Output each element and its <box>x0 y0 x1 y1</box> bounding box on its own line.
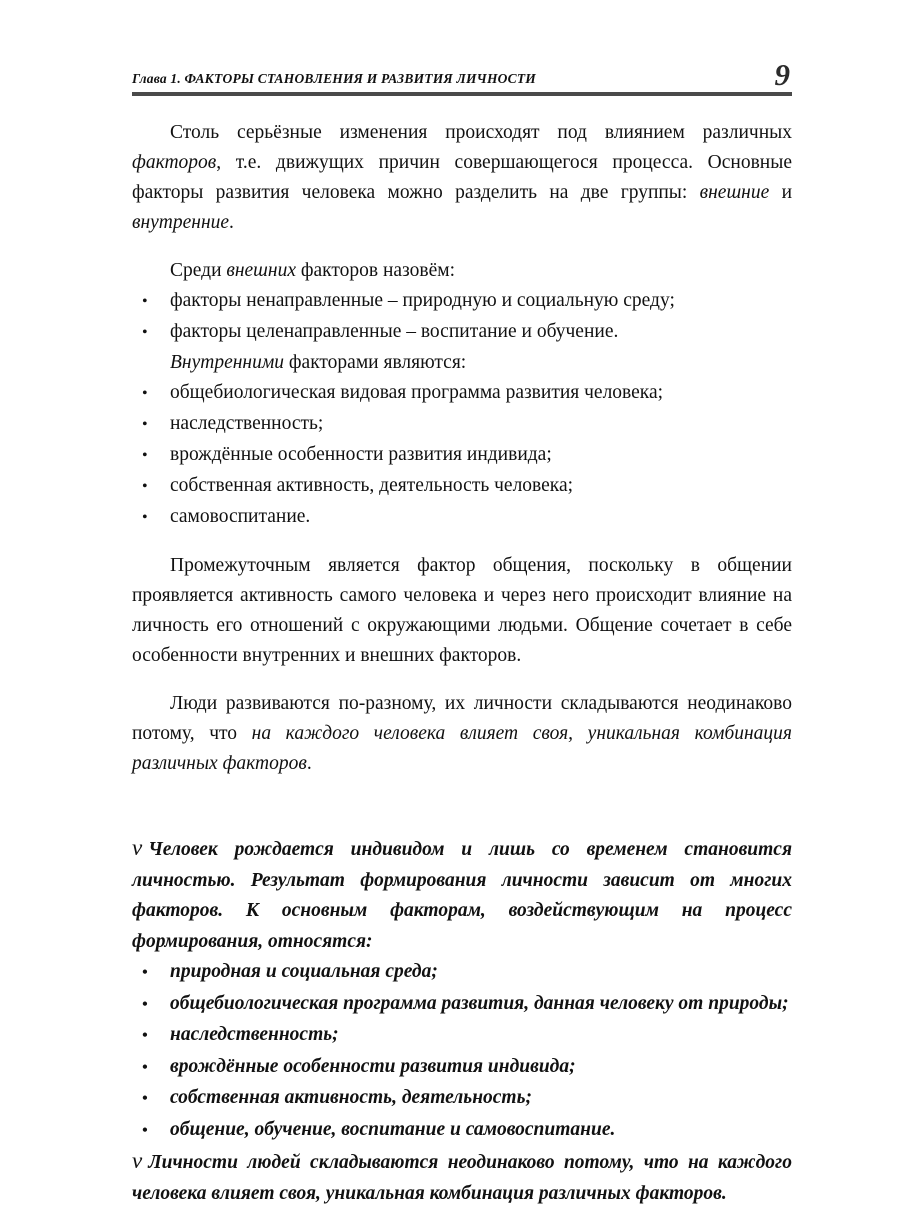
para1-term-external: внешние <box>699 182 770 203</box>
checkmark-icon: v <box>132 835 143 860</box>
list-item: • наследственность; <box>132 1020 792 1052</box>
list-item: • наследственность; <box>132 409 792 440</box>
list-item: • общебиологическая видовая программа развития человека; <box>132 378 792 409</box>
para1-text-b: , т.е. движущих причин совершающегося процесса. Основные факторы развития человека можно разделить на две группы: <box>132 152 792 203</box>
lead-external-text-b: факторов назовём: <box>295 260 456 281</box>
paragraph-uniqueness <box>132 689 792 779</box>
list-item: • собственная активность, деятельность человека; <box>132 471 792 502</box>
list-item: • общение, обучение, воспитание и самовоспитание. <box>132 1115 792 1147</box>
header-rule <box>132 92 792 96</box>
list-item: • природная и социальная среда; <box>132 957 792 989</box>
body-text <box>132 118 792 779</box>
paragraph-communication: Промежуточным является фактор общения, поскольку в общении проявляется активность самого человека и через него происходит влияние на личность его отношений с окружающими людьми. Общение сочетает в себе особенности внутренних и внешних факторов. <box>132 555 792 666</box>
list-item: • собственная активность, деятельность; <box>132 1083 792 1115</box>
para1-term-internal: внутренние <box>132 212 230 233</box>
summary-text-2: Личности людей складываются неодинаково потому, что на каждого человека влияет своя, уникальная комбинация различных факторов. <box>132 1152 792 1204</box>
lead-internal-text-b: факторами являются: <box>284 352 467 373</box>
summary-paragraph-1 <box>132 833 792 957</box>
internal-factors-list <box>132 378 792 533</box>
summary-text-1: Человек рождается индивидом и лишь со временем становится личностью. Результат формирования личности зависит от многих факторов. К основным факторам, воздействующим на процесс формирования, относятся: <box>132 839 792 952</box>
list-item: • самовоспитание. <box>132 502 792 533</box>
para3-text-b: . <box>306 753 312 774</box>
list-item: • факторы целенаправленные – воспитание и обучение. <box>132 317 792 348</box>
para3-emphasis: на каждого человека влияет своя, уникальная комбинация различных факторов <box>132 723 792 774</box>
lead-external-text-a: Среди <box>170 260 227 281</box>
para1-text-a: Столь серьёзные изменения происходят под влиянием различных <box>170 122 792 143</box>
page-number: 9 <box>774 57 790 92</box>
para3-text-a: Люди развиваются по-разному, их личности складываются неодинаково потому, что <box>132 693 792 744</box>
spacer-before-summary <box>132 779 792 825</box>
lead-internal-term: Внутренними <box>170 352 285 373</box>
summary-block <box>132 833 792 1209</box>
spacer <box>132 533 792 551</box>
lead-in-internal <box>132 348 792 378</box>
lead-in-external <box>132 256 792 286</box>
para1-term-factors: факторов <box>132 152 217 173</box>
list-item: • факторы ненаправленные – природную и социальную среду; <box>132 286 792 317</box>
chapter-title: Глава 1. ФАКТОРЫ СТАНОВЛЕНИЯ И РАЗВИТИЯ ЛИЧНОСТИ <box>132 71 536 86</box>
running-head <box>132 52 792 90</box>
external-factors-list <box>132 286 792 348</box>
list-item: • общебиологическая программа развития, данная человеку от природы; <box>132 989 792 1021</box>
summary-factors-list <box>132 957 792 1146</box>
para1-text-d: . <box>229 212 234 233</box>
lead-external-term: внешних <box>226 260 296 281</box>
paragraph-factors <box>132 118 792 238</box>
checkmark-icon: v <box>132 1148 143 1173</box>
list-item: • врождённые особенности развития индивида; <box>132 1052 792 1084</box>
para1-text-c: и <box>769 182 792 203</box>
list-item: • врождённые особенности развития индивида; <box>132 440 792 471</box>
